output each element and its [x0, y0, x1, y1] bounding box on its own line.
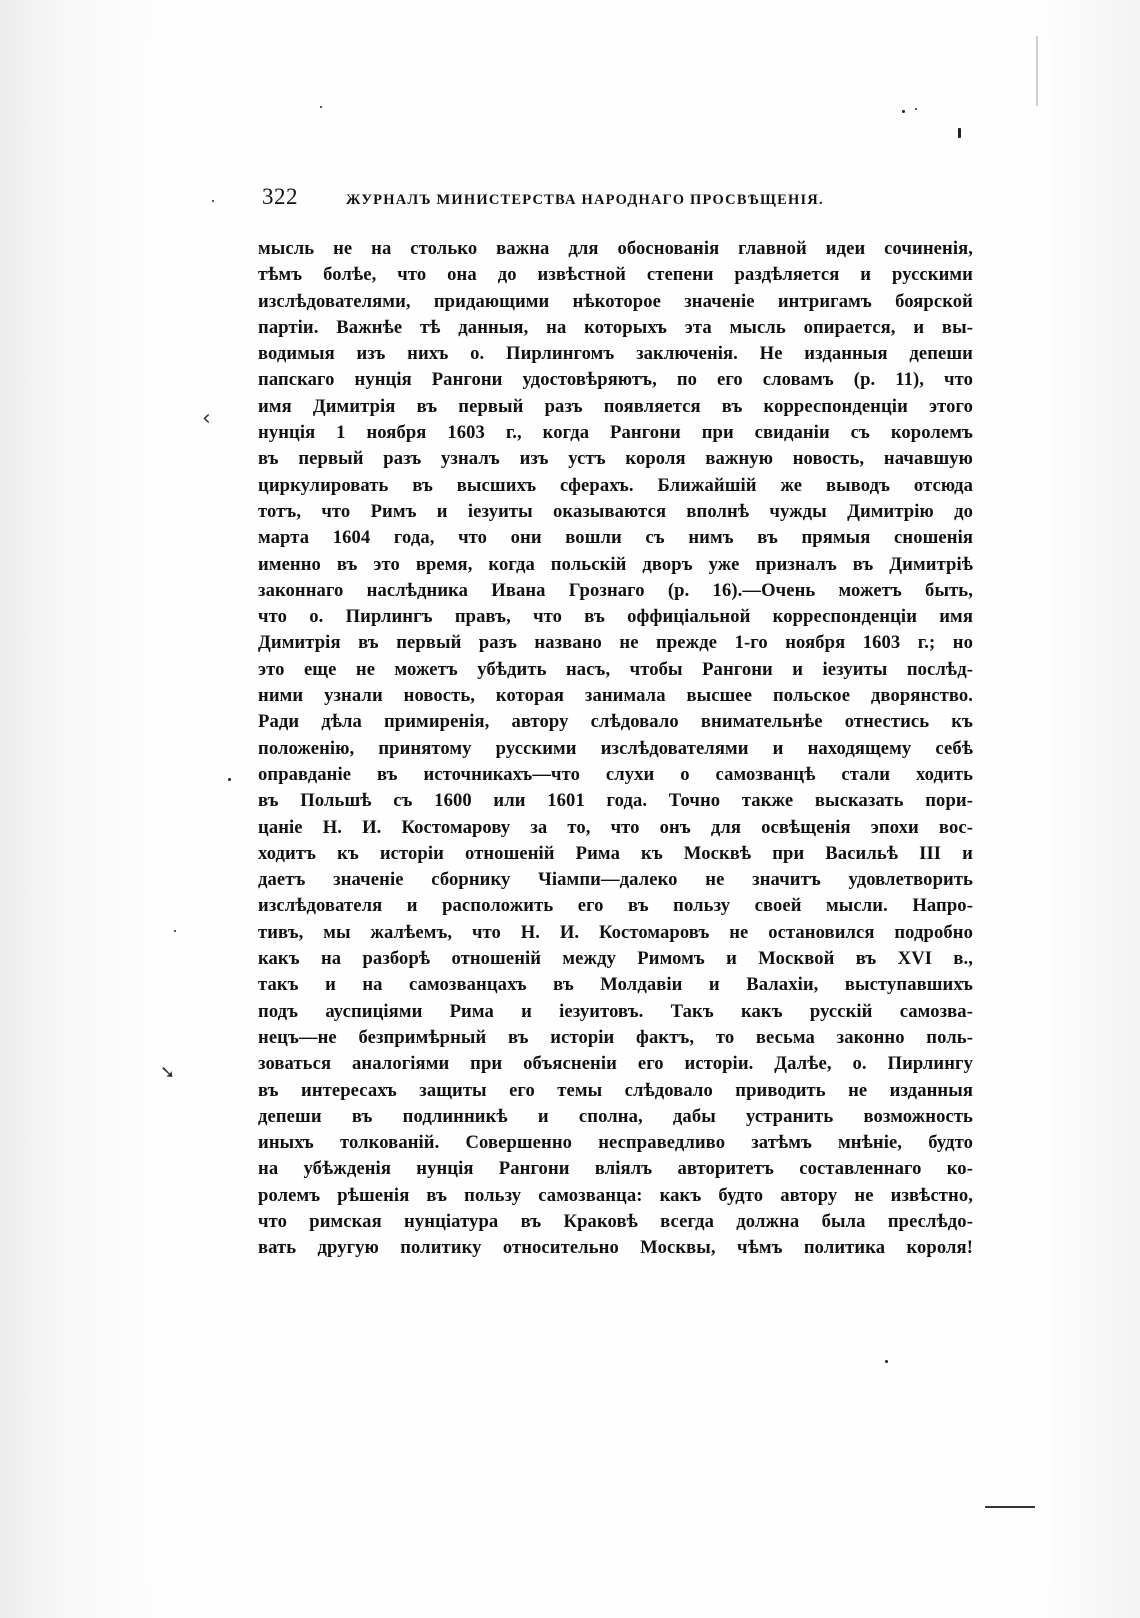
- text-line: ходитъ къ исторіи отношеній Рима къ Москвѣ при Васильѣ III и: [258, 842, 973, 864]
- text-line: депеши въ подлинникѣ и сполна, дабы устранить возможность: [258, 1105, 973, 1127]
- text-line: что о. Пирлингъ правъ, что въ оффиціальной корреспонденціи имя: [258, 606, 973, 628]
- text-line: водимыя изъ нихъ о. Пирлингомъ заключенія. Не изданныя депеши: [258, 343, 973, 365]
- ink-speck: [902, 110, 905, 113]
- text-line: имя Димитрія въ первый разъ появляется въ корреспонденціи этого: [258, 395, 973, 417]
- text-line: это еще не можетъ убѣдить насъ, чтобы Рангони и іезуиты послѣд-: [258, 658, 973, 680]
- text-line: именно въ это время, когда польскій дворъ уже призналъ въ Димитріѣ: [258, 553, 973, 575]
- text-line: иныхъ толкованій. Совершенно несправедливо затѣмъ мнѣніе, будто: [258, 1132, 973, 1154]
- text-line: Ради дѣла примиренія, автору слѣдовало внимательнѣе отнестись къ: [258, 711, 973, 733]
- text-line: мысль не на столько важна для обоснованія главной идеи сочиненія,: [258, 238, 973, 259]
- ink-speck: [915, 108, 917, 110]
- text-line: Димитрія въ первый разъ названо не прежде 1-го ноября 1603 г.; но: [258, 632, 973, 654]
- running-title: ЖУРНАЛЪ МИНИСТЕРСТВА НАРОДНАГО ПРОСВѢЩЕНІЯ.: [346, 192, 824, 208]
- bottom-edge-mark: [985, 1506, 1035, 1508]
- text-line: такъ и на самозванцахъ въ Молдавіи и Валахіи, выступавшихъ: [258, 974, 973, 996]
- text-line: изслѣдователя и расположить его въ пользу своей мысли. Напро-: [258, 895, 973, 917]
- page-header: [262, 184, 882, 214]
- text-line: цаніе Н. И. Костомарову за то, что онъ для освѣщенія эпохи вос-: [258, 816, 973, 838]
- ink-speck: [228, 778, 231, 781]
- text-line: тотъ, что Римъ и іезуиты оказываются вполнѣ чужды Димитрію до: [258, 500, 973, 522]
- text-line: партіи. Важнѣе тѣ данныя, на которыхъ эта мысль опирается, и вы-: [258, 316, 973, 338]
- text-line: даетъ значеніе сборнику Чіампи—далеко не значитъ удовлетворить: [258, 869, 973, 891]
- text-line: папскаго нунція Рангони удостовѣряютъ, по его словамъ (р. 11), что: [258, 369, 973, 391]
- margin-mark-icon: ‹: [202, 406, 211, 431]
- text-line: на убѣжденія нунція Рангони вліялъ авторитетъ составленнаго ко-: [258, 1158, 973, 1180]
- text-line: ними узнали новость, которая занимала высшее польское дворянство.: [258, 685, 973, 707]
- text-line: вать другую политику относительно Москвы, чѣмъ политика короля!: [258, 1237, 973, 1259]
- page-number: 322: [262, 184, 298, 209]
- text-line: законнаго наслѣдника Ивана Грознаго (р. 16).—Очень можетъ быть,: [258, 579, 973, 601]
- ink-speck: [212, 200, 214, 202]
- text-line: въ первый разъ узналъ изъ устъ короля важную новость, начавшую: [258, 448, 973, 470]
- text-line: какъ на разборѣ отношеній между Римомъ и Москвой въ XVI в.,: [258, 948, 973, 970]
- text-line: изслѣдователями, придающими нѣкоторое значеніе интригамъ боярской: [258, 290, 973, 312]
- text-line: нунція 1 ноября 1603 г., когда Рангони при свиданіи съ королемъ: [258, 422, 973, 444]
- margin-mark-icon: ➘: [160, 1062, 176, 1083]
- ink-speck: [320, 106, 322, 108]
- text-line: что римская нунціатура въ Краковѣ всегда должна была преслѣдо-: [258, 1210, 973, 1232]
- text-line: нецъ—не безпримѣрный въ исторіи фактъ, то весьма законно поль-: [258, 1026, 973, 1048]
- text-line: положенію, принятому русскими изслѣдователями и находящему себѣ: [258, 737, 973, 759]
- text-line: подъ ауспиціями Рима и іезуитовъ. Такъ какъ русскій самозва-: [258, 1000, 973, 1022]
- text-line: тѣмъ болѣе, что она до извѣстной степени раздѣляется и русскими: [258, 264, 973, 286]
- ink-speck: [174, 930, 176, 932]
- text-line: тивъ, мы жалѣемъ, что Н. И. Костомаровъ не остановился подробно: [258, 921, 973, 943]
- ink-speck: [958, 128, 961, 138]
- text-line: оправданіе въ источникахъ—что слухи о самозванцѣ стали ходить: [258, 763, 973, 785]
- text-line: марта 1604 года, что они вошли съ нимъ въ прямыя сношенія: [258, 527, 973, 549]
- page-edge-line: [1036, 36, 1038, 106]
- text-line: зоваться аналогіями при объясненіи его исторіи. Далѣе, о. Пирлингу: [258, 1053, 973, 1075]
- text-line: въ интересахъ защиты его темы слѣдовало приводить не изданныя: [258, 1079, 973, 1101]
- text-line: въ Польшѣ съ 1600 или 1601 года. Точно также высказать пори-: [258, 790, 973, 812]
- text-line: циркулировать въ высшихъ сферахъ. Ближайшій же выводъ отсюда: [258, 474, 973, 496]
- body-text: [258, 236, 973, 1262]
- text-line: ролемъ рѣшенія въ пользу самозванца: какъ будто автору не извѣстно,: [258, 1184, 973, 1206]
- ink-speck: [885, 1360, 888, 1363]
